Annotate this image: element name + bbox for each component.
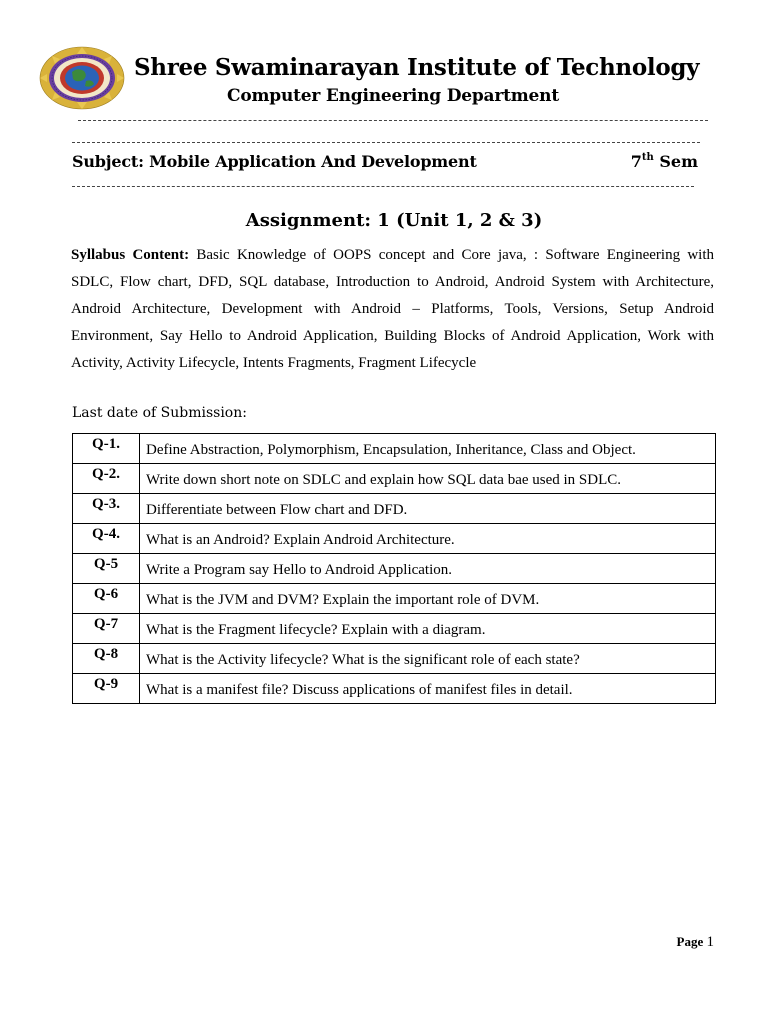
question-number: Q-4. [73, 524, 140, 554]
divider-line [72, 142, 700, 143]
question-text: What is an Android? Explain Android Architecture. [140, 524, 716, 554]
table-row [73, 524, 716, 554]
table-row [73, 614, 716, 644]
divider-line [72, 186, 694, 187]
question-text: What is the JVM and DVM? Explain the important role of DVM. [140, 584, 716, 614]
question-number: Q-2. [73, 464, 140, 494]
table-row [73, 464, 716, 494]
page-footer [677, 934, 714, 951]
sem-word: Sem [653, 152, 698, 171]
sem-number: 7 [630, 152, 642, 171]
table-row [73, 434, 716, 464]
question-number: Q-8 [73, 644, 140, 674]
question-number: Q-7 [73, 614, 140, 644]
divider-line [78, 120, 708, 121]
question-number: Q-1. [73, 434, 140, 464]
subject-label: Subject: Mobile Application And Development [72, 152, 477, 171]
table-row [73, 494, 716, 524]
question-text: Differentiate between Flow chart and DFD. [140, 494, 716, 524]
page-number: 1 [706, 934, 714, 950]
sem-suffix: th [641, 151, 654, 163]
question-text: What is the Fragment lifecycle? Explain with a diagram. [140, 614, 716, 644]
page-label: Page [676, 934, 704, 949]
institute-logo [38, 46, 126, 110]
institute-title: Shree Swaminarayan Institute of Technology [134, 54, 700, 81]
question-text: What is the Activity lifecycle? What is the significant role of each state? [140, 644, 716, 674]
department-title: Computer Engineering Department [227, 86, 559, 106]
question-number: Q-5 [73, 554, 140, 584]
syllabus-label: Syllabus Content: [71, 247, 190, 263]
table-row [73, 674, 716, 704]
syllabus-content [71, 242, 714, 377]
last-date-label: Last date of Submission: [72, 405, 247, 421]
table-row [73, 644, 716, 674]
question-text: Write down short note on SDLC and explain how SQL data bae used in SDLC. [140, 464, 716, 494]
syllabus-text: Basic Knowledge of OOPS concept and Core java, : Software Engineering with SDLC, Flow chart, DFD, SQL database, Introduction to Android, Android System with Architecture, Android Architecture, Development with Android – Platforms, Tools, Versions, Setup Android Environment, Say Hello to Android Application, Building Blocks of Android Application, Work with Activity, Activity Lifecycle, Intents Fragments, Fragment Lifecycle [71, 247, 714, 371]
question-text: Write a Program say Hello to Android Application. [140, 554, 716, 584]
question-number: Q-3. [73, 494, 140, 524]
assignment-title: Assignment: 1 (Unit 1, 2 & 3) [245, 210, 543, 231]
questions-table [72, 433, 716, 704]
table-row [73, 584, 716, 614]
semester-label [631, 152, 698, 171]
question-number: Q-6 [73, 584, 140, 614]
question-text: What is a manifest file? Discuss applications of manifest files in detail. [140, 674, 716, 704]
table-row [73, 554, 716, 584]
question-number: Q-9 [73, 674, 140, 704]
question-text: Define Abstraction, Polymorphism, Encapsulation, Inheritance, Class and Object. [140, 434, 716, 464]
